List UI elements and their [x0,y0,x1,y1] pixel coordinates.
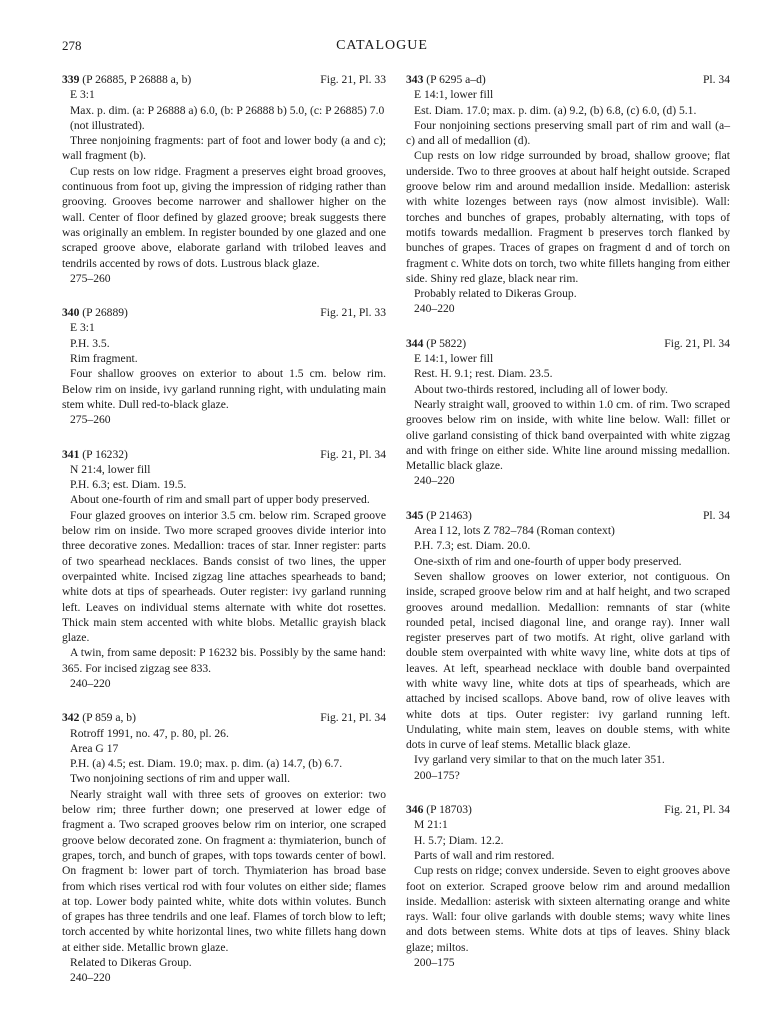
catalogue-entry [62,305,386,427]
right-column [406,72,730,989]
entry-id [62,72,191,87]
figure-reference: Fig. 21, Pl. 34 [664,803,730,817]
entry-header [406,72,730,87]
entry-paragraph: Seven shallow grooves on lower exterior, not contiguous. On inside, scraped groove below rim and at half height, and two scraped grooves around medallion. Medallion: remnants of star (white rounded petal, incised diagonal line, and orange ray). Inner wall register preserves part of two motifs. At right, olive garland with double stem overpainted with white wavy line, white dots at tips of leaves. At left, spearhead necklace with double band overpainted with white wavy line, white dots at tips of spearheads, which are attached by incised scallops. Above band, row of olive leaves with white dots at tips. Outer register: ivy garland running left. Undulating, white main stem, leaves on double stems, with white dots in curve of leaf stems. Metallic black glaze. [406,569,730,752]
entry-date: 275–260 [70,271,111,285]
entry-number: 340 [62,306,80,320]
entry-header [62,710,386,725]
entry-date: 240–220 [414,302,455,316]
entry-paragraph: Four shallow grooves on exterior to about 1.5 cm. below rim. Below rim on inside, ivy garland running right, with undulating main stem white. Dull red-to-black glaze. [62,367,386,411]
entry-paragraph: Nearly straight wall, grooved to within 1.0 cm. of rim. Two scraped grooves below rim on inside, with white line below. Wall: fillet or olive garland consisting of thick band overpainted with white zigzag and with fringe on either side. White line around missing medallion. Metallic black glaze. [406,397,730,473]
entry-context-line: P.H. 3.5. [70,336,110,350]
left-column [62,72,386,1005]
figure-reference: Fig. 21, Pl. 34 [320,447,386,461]
catalogue-entry [62,710,386,985]
entry-context-line: Parts of wall and rim restored. [414,848,555,862]
catalogue-entry [406,72,730,317]
entry-number: 343 [406,73,424,86]
inventory-number: (P 18703) [426,803,472,817]
entry-paragraph: Cup rests on low ridge surrounded by broad, shallow groove; flat underside. Two to three grooves at about half height outside. Scraped groove below rim and around medallion inside. Medallion: asterisk with white lozenges between rays (now almost invisible). Wall: torches and bunches of grapes, probably alternating, with tops of motifs towards medallion. Fragment b preserves torch flanked by bunches of grapes. Traces of grapes on fragment d and of torch on fragment c. White dots on torch, two white fillets hanging from either side. Shiny red glaze, black near rim. [406,149,730,285]
entry-number: 344 [406,336,424,350]
figure-reference: Fig. 21, Pl. 34 [320,711,386,725]
entry-context-line: E 14:1, lower fill [414,88,494,102]
entry-id [406,802,472,817]
entry-id [62,710,136,725]
inventory-number: (P 5822) [426,336,467,350]
entry-dimensions: Max. p. dim. (a: P 26888 a) 6.0, (b: P 26888 b) 5.0, (c: P 26885) 7.0 (not illustrated). [70,103,385,132]
inventory-number: (P 6295 a–d) [426,73,486,86]
entry-paragraph: Related to Dikeras Group. [70,956,192,970]
entry-paragraph: Cup rests on ridge; convex underside. Seven to eight grooves above foot on exterior. Scraped groove below rim and around medallion inside. Medallion: asterisk with sixteen alternating orange and white rays. Wall: four olive garlands with double stems; wavy white lines and dots between stems. White dots at tips of leaves. Shiny black glaze; miltos. [406,864,730,954]
inventory-number: (P 16232) [82,447,128,461]
entry-date: 240–220 [414,474,455,488]
entry-id [62,305,128,320]
entry-header [62,305,386,320]
entry-paragraph: Three nonjoining fragments: part of foot and lower body (a and c); wall fragment (b). [62,134,386,163]
entry-date: 240–220 [70,676,111,690]
entry-date: 275–260 [70,413,111,427]
entry-context-line: P.H. 6.3; est. Diam. 19.5. [70,478,187,492]
entry-paragraph: One-sixth of rim and one-fourth of upper body preserved. [414,554,682,568]
figure-reference: Fig. 21, Pl. 34 [664,336,730,350]
inventory-number: (P 26889) [82,306,128,320]
entry-context-line: E 3:1 [70,88,95,102]
entry-context-line: Area G 17 [70,741,119,755]
entry-context-line: Est. Diam. 17.0; max. p. dim. (a) 9.2, (b) 6.8, (c) 6.0, (d) 5.1. [414,103,697,117]
entry-paragraph: Probably related to Dikeras Group. [414,287,577,301]
figure-reference: Pl. 34 [702,73,730,86]
entry-id [406,336,466,351]
entry-paragraph: A twin, from same deposit: P 16232 bis. Possibly by the same hand: 365. For incised zigzag see 833. [62,646,386,675]
catalogue-entry [406,802,730,970]
entry-paragraph: Cup rests on low ridge. Fragment a preserves eight broad grooves, continuous from foot up, giving the impression of ridging rather than grooving. Grooves become narrower and shallower higher on the wall. Center of floor defined by glazed groove; break suggests there was originally an emblem. In register bounded by one glazed and one scraped groove above, elaborate garland with trilobed leaves and tendrils accented by rows of dots. Lustrous black glaze. [62,164,386,270]
entry-header [406,336,730,351]
page-number: 278 [62,38,82,53]
entry-context-line: Rotroff 1991, no. 47, p. 80, pl. 26. [70,726,229,740]
entry-paragraph: About two-thirds restored, including all of lower body. [414,382,668,396]
entry-number: 346 [406,803,424,817]
entry-number: 341 [62,447,80,461]
figure-reference: Pl. 34 [702,508,730,522]
entry-context-line: Rim fragment. [70,352,138,366]
entry-number: 342 [62,711,80,725]
entry-context-line: P.H. (a) 4.5; est. Diam. 19.0; max. p. dim. (a) 14.7, (b) 6.7. [70,757,343,771]
entry-date: 200–175? [414,768,460,782]
entry-paragraph: Four nonjoining sections preserving small part of rim and wall (a–c) and all of medallion (d). [406,118,730,148]
entry-id [406,72,486,87]
inventory-number: (P 21463) [426,508,472,522]
catalogue-entry [62,72,386,286]
inventory-number: (P 859 a, b) [82,711,136,725]
entry-context-line: E 3:1 [70,321,95,335]
entry-date: 200–175 [414,956,455,970]
entry-context-line: Area I 12, lots Z 782–784 (Roman context) [414,524,615,538]
entry-context-line: P.H. 7.3; est. Diam. 20.0. [414,539,531,553]
entry-header [62,447,386,462]
figure-reference: Fig. 21, Pl. 33 [320,306,386,320]
entry-header [406,802,730,817]
entry-paragraph: Four glazed grooves on interior 3.5 cm. below rim. Scraped groove below rim on inside. Two more scraped grooves divide interior into three decorative zones. Medallion: traces of star. Inner register: parts of two spearhead necklaces. Bands consist of two lines, the upper overpainted white. Incised zigzag line attaches spearheads to band; white dots at tips of spearheads. Outer register: ivy garland running left. Leaves on individual stems alternate with white dot rosettes. Thick main stem accented with white blobs. Metallic grayish black glaze. [62,508,386,645]
entry-context-line: E 14:1, lower fill [414,352,494,366]
entry-number: 339 [62,73,80,86]
entry-id [406,508,472,523]
catalogue-entry [406,508,730,783]
entry-header [406,508,730,523]
running-head: CATALOGUE [336,38,428,53]
entry-paragraph: Nearly straight wall with three sets of grooves on exterior: two below rim; three further down; one preserved at lower edge of fragment a. Two scraped grooves below rim on interior, one scraped groove below decorated zone. On fragment a: thymiaterion, bunch of grapes, torch, and bunch of grapes, with tops towards center of bowl. On fragment b: lower part of torch. Thymiaterion has broad base from which rises vertical rod with four volutes on either side; flames at top. Lower body painted white, white dots within volutes. Bunch of grapes has three tendrils and one leaf. Flames of torch blow to left; torch accented by white horizontal lines, two white fillets hang down at either side. Metallic brown glaze. [62,787,386,954]
entry-date: 240–220 [70,971,111,985]
entry-paragraph: Two nonjoining sections of rim and upper wall. [70,772,291,786]
entry-paragraph: About one-fourth of rim and small part of upper body preserved. [70,493,370,507]
catalogue-entry [62,447,386,692]
figure-reference: Fig. 21, Pl. 33 [320,73,386,86]
inventory-number: (P 26885, P 26888 a, b) [82,73,192,86]
entry-header [62,72,386,87]
entry-context-line: H. 5.7; Diam. 12.2. [414,833,504,847]
entry-id [62,447,128,462]
entry-context-line: N 21:4, lower fill [70,462,151,476]
entry-context-line: M 21:1 [414,818,448,832]
entry-context-line: Rest. H. 9.1; rest. Diam. 23.5. [414,367,553,381]
entry-paragraph: Ivy garland very similar to that on the much later 351. [414,753,665,767]
entry-number: 345 [406,508,424,522]
catalogue-entry [406,336,730,489]
